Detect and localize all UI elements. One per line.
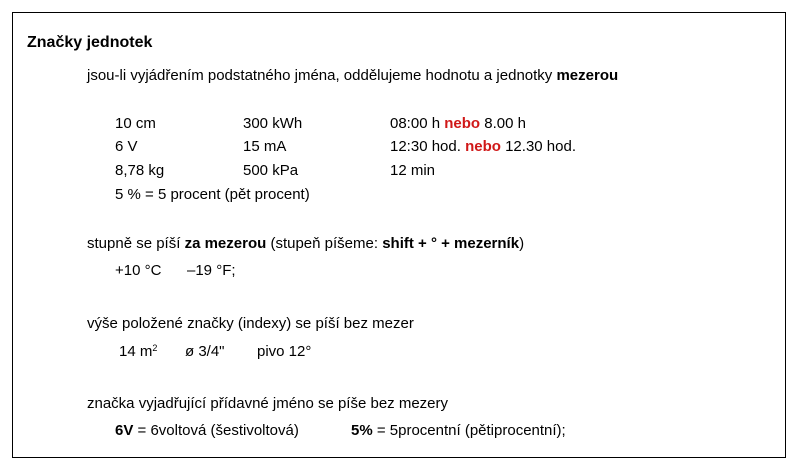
index-example-area-base: 14 m [119,343,153,360]
adjective-example-volt-bold: 6V [115,422,134,439]
time-example-800h: 8.00 h [484,115,526,132]
index-example-area-sup: 2 [152,343,158,353]
time-example-row1 [390,115,526,133]
time-example-row2 [390,138,576,156]
section3-intro: výše položené značky (indexy) se píší bez mezer [87,315,414,332]
adjective-example-percent [351,422,566,440]
unit-example-878kg: 8,78 kg [115,162,165,179]
unit-example-300kwh: 300 kWh [243,115,303,132]
time-example-0800h: 08:00 h [390,115,441,132]
section2-text-3: ) [519,235,525,252]
section1-intro-bold: mezerou [556,67,619,84]
adjective-example-percent-rest: = 5procentní (pětiprocentní); [376,422,566,439]
page-title: Značky jednotek [27,34,153,51]
time-example-1230hod: 12:30 hod. [390,138,461,155]
section4-intro: značka vyjadřující přídavné jméno se píše bez mezery [87,395,449,412]
index-example-area [119,343,157,361]
time-example-1230hod-dot: 12.30 hod. [505,138,576,155]
nebo-keyword: nebo [465,138,501,155]
section2-intro [87,235,524,253]
percent-example: 5 % = 5 procent (pět procent) [115,186,310,203]
index-example-beer: pivo 12° [257,343,312,360]
adjective-example-volt [115,422,299,440]
section2-bold-1: za mezerou [184,235,267,252]
unit-example-10cm: 10 cm [115,115,156,132]
section2-bold-2: shift + ° + mezerník [382,235,520,252]
nebo-keyword: nebo [444,115,481,132]
adjective-example-volt-rest: = 6voltová (šestivoltová) [137,422,299,439]
degree-example-fahrenheit: –19 °F; [187,262,236,279]
unit-example-15ma: 15 mA [243,138,287,155]
section1-intro [87,67,618,85]
unit-example-6v: 6 V [115,138,138,155]
index-example-diameter: ø 3/4" [185,343,225,360]
unit-example-500kpa: 500 kPa [243,162,299,179]
time-example-12min: 12 min [390,162,436,179]
degree-example-celsius: +10 °C [115,262,162,279]
section2-text-1: stupně se píší [87,235,181,252]
adjective-example-percent-bold: 5% [351,422,373,439]
section1-intro-text: jsou-li vyjádřením podstatného jména, oddělujeme hodnotu a jednotky [87,67,553,84]
section2-text-2: (stupeň píšeme: [270,235,379,252]
